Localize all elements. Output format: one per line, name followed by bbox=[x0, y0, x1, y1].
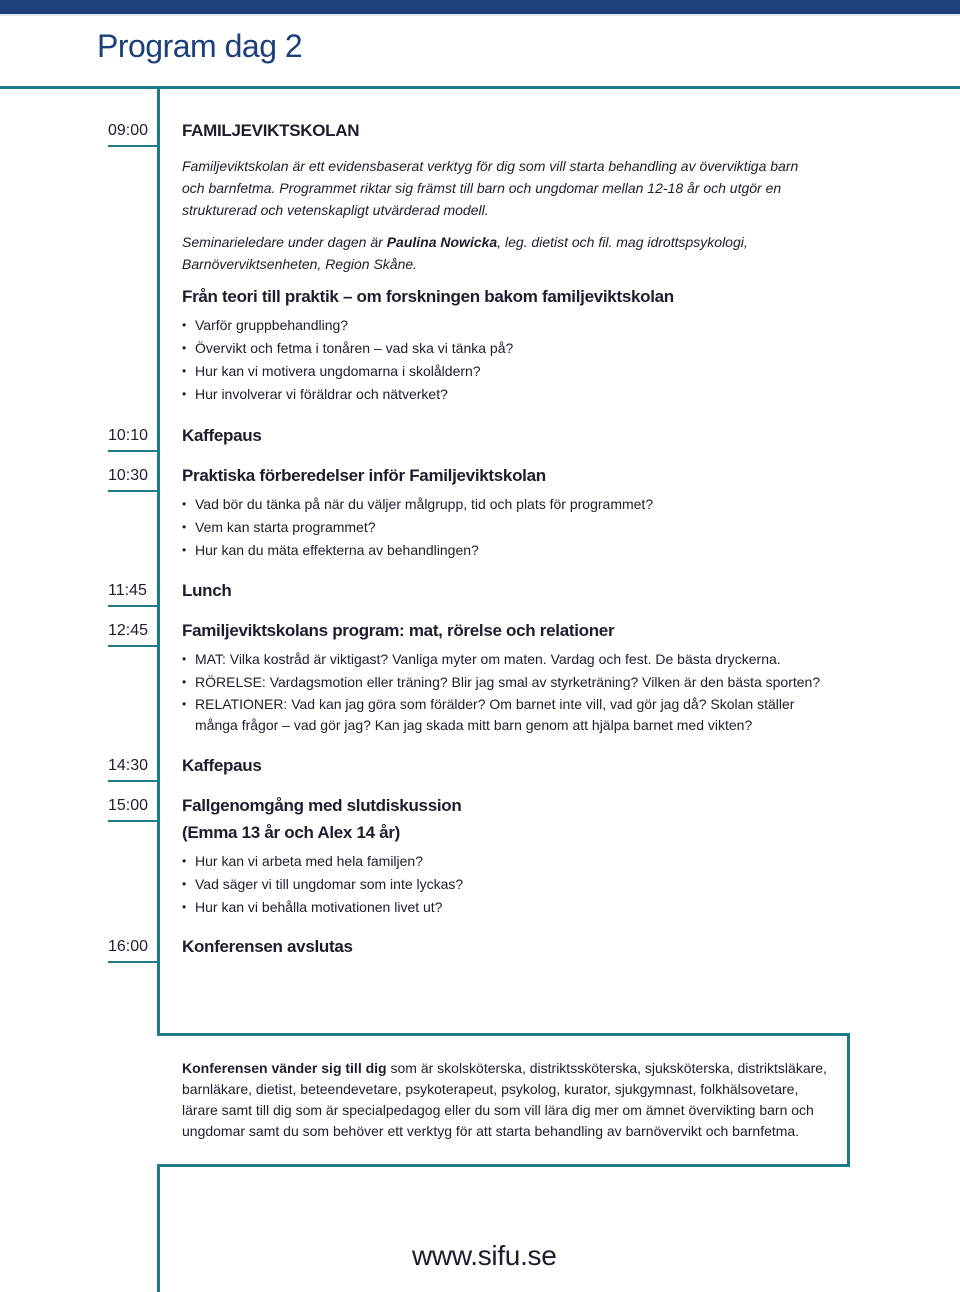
page-title: Program dag 2 bbox=[97, 28, 303, 64]
audience-body: som är skolsköterska, distriktssköterska, sjuksköterska, distriktsläkare, barnläkare, dietist, beteendevetare, psykoterapeut, psykolog, kurator, sjukgymnast, folkhälsovetare, lärare samt till dig som är specialpedagog eller du som vill lära dig mer om ämnet övervikting barn och ungdomar samt du som behöver ett verktyg för att starta behandling av barnövervikt och barnfetma. bbox=[182, 1060, 827, 1139]
audience-text bbox=[182, 1058, 832, 1142]
audience-box bbox=[157, 1033, 850, 1167]
time-underline bbox=[108, 780, 158, 782]
list-item: • RÖRELSE: Vardagsmotion eller träning? Blir jag smal av styrketräning? Vilken är den bästa sporten? bbox=[182, 671, 832, 694]
time-underline bbox=[108, 820, 158, 822]
session-heading: Familjeviktskolans program: mat, rörelse och relationer bbox=[182, 621, 615, 640]
time-label: 14:30 bbox=[108, 757, 149, 774]
session-heading: Lunch bbox=[182, 581, 232, 600]
time-label: 15:00 bbox=[108, 797, 149, 814]
time-label: 11:45 bbox=[108, 582, 147, 599]
list-item: • Hur kan vi behålla motivationen livet ut? bbox=[182, 896, 832, 919]
list-item: • Hur kan vi motivera ungdomarna i skolåldern? bbox=[182, 360, 832, 383]
leader-prefix: Seminarieledare under dagen är bbox=[182, 234, 387, 250]
bullet-list bbox=[182, 850, 832, 919]
list-item: • Hur kan du mäta effekterna av behandlingen? bbox=[182, 539, 832, 562]
bullet-list bbox=[182, 648, 832, 736]
time-underline bbox=[108, 490, 158, 492]
time-label: 12:45 bbox=[108, 622, 149, 639]
list-item: • Övervikt och fetma i tonåren – vad ska vi tänka på? bbox=[182, 337, 832, 360]
time-underline bbox=[108, 645, 158, 647]
session-heading-cont: (Emma 13 år och Alex 14 år) bbox=[182, 823, 401, 842]
time-underline bbox=[108, 961, 158, 963]
session-heading: Konferensen avslutas bbox=[182, 937, 353, 956]
list-item: • MAT: Vilka kostråd är viktigast? Vanliga myter om maten. Vardag och fest. De bästa dryckerna. bbox=[182, 648, 832, 671]
time-label: 09:00 bbox=[108, 122, 149, 139]
seminar-leader bbox=[182, 231, 822, 275]
bullet-list bbox=[182, 493, 832, 562]
list-item: • RELATIONER: Vad kan jag göra som förälder? Om barnet inte vill, vad gör jag då? Skolan ställer många frågor – vad gör jag? Kan jag skada mitt barn genom att hjälpa barnet med vikten? bbox=[182, 694, 832, 736]
footer-url[interactable]: www.sifu.se bbox=[412, 1240, 557, 1271]
time-label: 10:10 bbox=[108, 427, 149, 444]
session-heading: Kaffepaus bbox=[182, 756, 262, 775]
list-item: • Hur kan vi arbeta med hela familjen? bbox=[182, 850, 832, 873]
session-intro: Familjeviktskolan är ett evidensbaserat verktyg för dig som vill starta behandling av överviktiga barn och barnfetma. Programmet riktar sig främst till barn och ungdomar mellan 12-18 år och utgör en strukturerad och vetenskapligt utvärderad modell. bbox=[182, 158, 799, 218]
time-label: 16:00 bbox=[108, 938, 149, 955]
time-underline bbox=[108, 605, 158, 607]
list-item: • Varför gruppbehandling? bbox=[182, 314, 832, 337]
leader-name: Paulina Nowicka bbox=[386, 234, 498, 250]
session-heading: FAMILJEVIKTSKOLAN bbox=[182, 121, 360, 140]
time-underline bbox=[108, 450, 158, 452]
audience-bold: Konferensen vänder sig till dig bbox=[182, 1060, 387, 1076]
list-item: • Vem kan starta programmet? bbox=[182, 516, 832, 539]
session-subheading: Från teori till praktik – om forskningen bakom familjeviktskolan bbox=[182, 287, 674, 306]
time-underline bbox=[108, 145, 158, 147]
list-item: • Vad bör du tänka på när du väljer målgrupp, tid och plats för programmet? bbox=[182, 493, 832, 516]
session-heading: Kaffepaus bbox=[182, 426, 262, 445]
session-heading: Fallgenomgång med slutdiskussion bbox=[182, 796, 462, 815]
session-heading: Praktiska förberedelser inför Familjeviktskolan bbox=[182, 466, 546, 485]
bullet-list bbox=[182, 314, 832, 406]
list-item: • Vad säger vi till ungdomar som inte lyckas? bbox=[182, 873, 832, 896]
time-label: 10:30 bbox=[108, 467, 149, 484]
list-item: • Hur involverar vi föräldrar och nätverket? bbox=[182, 383, 832, 406]
leader-suffix: , leg. dietist och fil. mag idrottspsykologi, Barnöverviktsenheten, Region Skåne. bbox=[182, 234, 748, 272]
top-color-bar bbox=[0, 0, 960, 14]
